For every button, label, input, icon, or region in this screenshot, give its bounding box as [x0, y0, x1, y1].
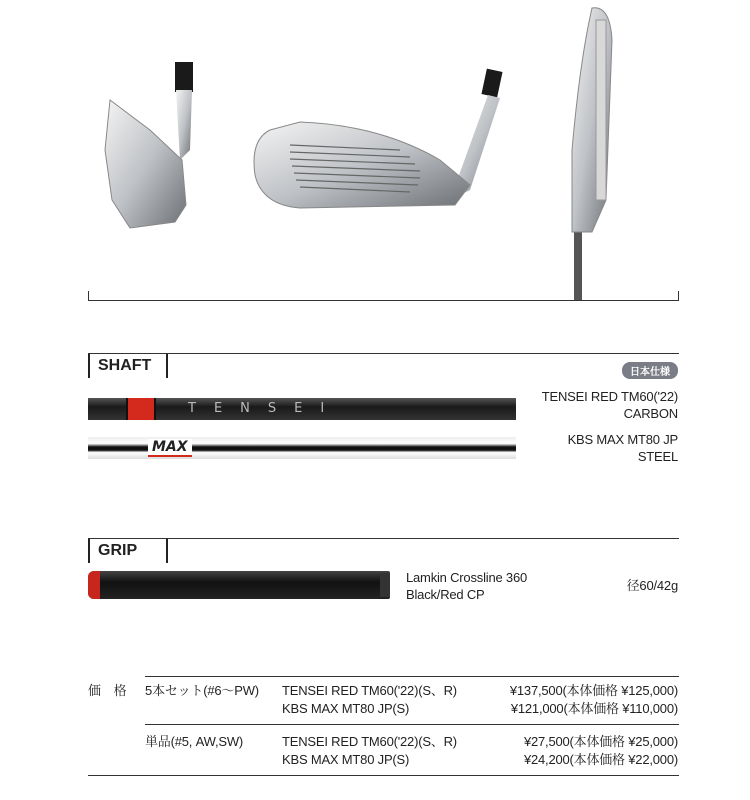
grip-name-line2: Black/Red CP — [406, 587, 485, 602]
price: ¥27,500 — [523, 734, 570, 749]
price-group-set-label: 5本セット(#6〜PW) — [145, 683, 259, 698]
bracket-left — [88, 291, 89, 301]
club-back-view — [105, 62, 193, 228]
grip-divider — [88, 538, 679, 539]
price-row-value — [510, 682, 678, 699]
base-price: (本体価格 ¥110,000) — [563, 701, 678, 716]
price-label: 価 格 — [88, 683, 127, 698]
image-bracket-line — [88, 300, 679, 301]
grip-name — [406, 569, 527, 603]
club-face-view — [254, 69, 503, 208]
max-logo: MAX — [148, 439, 192, 457]
shaft-name: KBS MAX MT80 JP — [567, 432, 678, 447]
price-group-single-label: 単品(#5, AW,SW) — [145, 734, 244, 749]
price-divider-top — [145, 676, 679, 677]
kbs-shaft-image — [88, 437, 516, 459]
price-row-shaft: TENSEI RED TM60('22)(S、R) — [282, 683, 457, 698]
price: ¥121,000 — [510, 701, 564, 716]
grip-section-label: GRIP — [88, 539, 168, 563]
bracket-right — [678, 291, 679, 301]
price-row-value — [524, 733, 678, 750]
price-row-value — [524, 751, 678, 768]
price-row-shaft: KBS MAX MT80 JP(S) — [282, 701, 410, 716]
price-row-value — [511, 700, 678, 717]
grip-spec: 径60/42g — [626, 578, 678, 593]
club-images — [0, 0, 750, 300]
shaft-option-tensei — [542, 388, 678, 422]
shaft-section-label: SHAFT — [88, 354, 168, 378]
price-row-shaft: TENSEI RED TM60('22)(S、R) — [282, 734, 457, 749]
shaft-material: CARBON — [623, 406, 678, 421]
tensei-logo: TENSEI — [188, 401, 343, 416]
price-divider-bottom — [88, 775, 679, 776]
price-divider-mid — [145, 724, 679, 725]
base-price: (本体価格 ¥25,000) — [569, 734, 678, 749]
price: ¥137,500 — [509, 683, 563, 698]
base-price: (本体価格 ¥125,000) — [562, 683, 678, 698]
japan-spec-badge: 日本仕様 — [622, 362, 678, 379]
tensei-shaft-image — [88, 398, 516, 420]
shaft-material: STEEL — [637, 449, 678, 464]
base-price: (本体価格 ¥22,000) — [569, 752, 678, 767]
club-side-view — [572, 8, 612, 300]
grip-name-line1: Lamkin Crossline 360 — [406, 570, 528, 585]
grip-image — [88, 571, 390, 599]
shaft-option-kbs — [568, 431, 678, 465]
price: ¥24,200 — [523, 752, 570, 767]
shaft-name: TENSEI RED TM60('22) — [541, 389, 678, 404]
price-row-shaft: KBS MAX MT80 JP(S) — [282, 752, 410, 767]
shaft-divider — [88, 353, 679, 354]
